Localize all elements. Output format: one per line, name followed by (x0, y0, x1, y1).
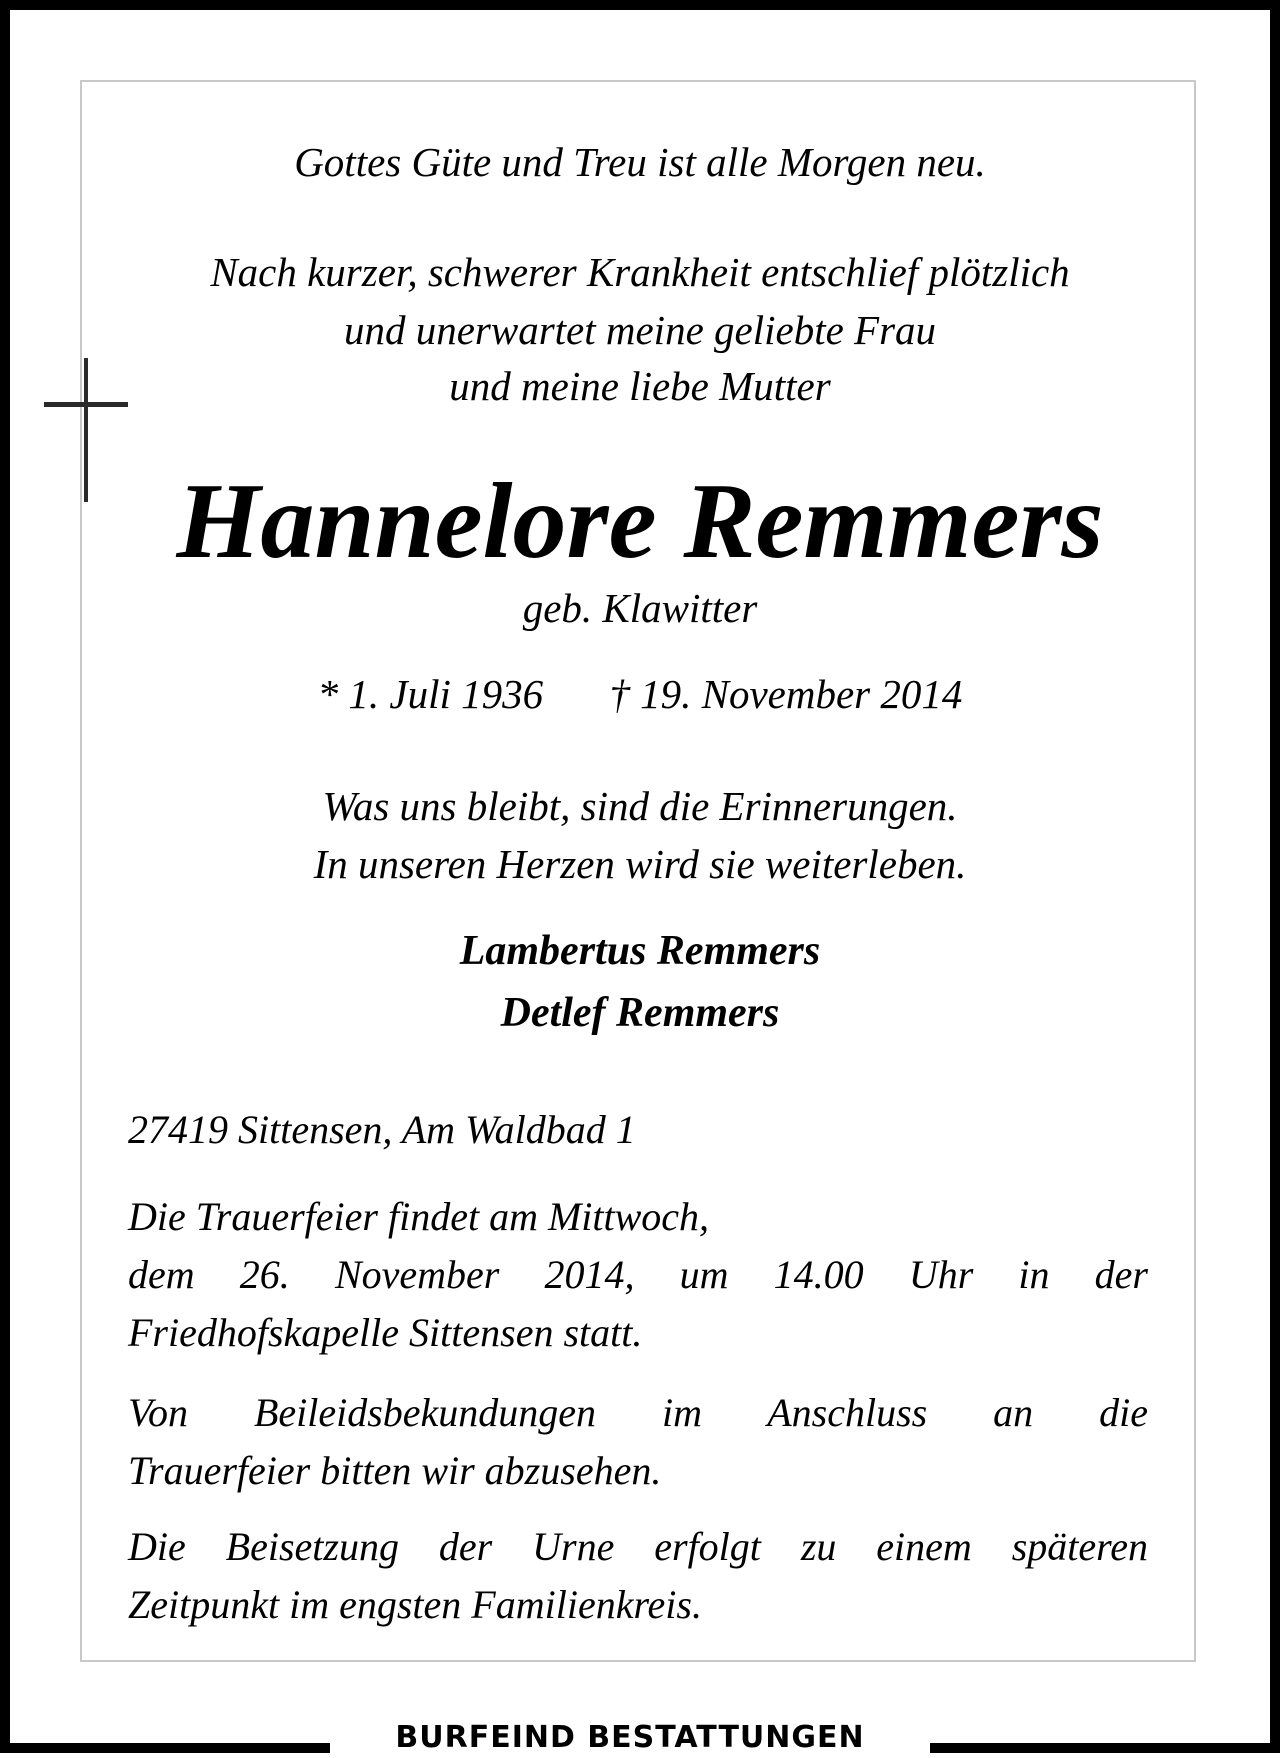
intro-line-3: und meine liebe Mutter (449, 363, 831, 409)
burial-line-1: Die Beisetzung der Urne erfolgt zu einem späteren (128, 1524, 1148, 1569)
deceased-name: Hannelore Remmers (176, 462, 1104, 581)
motto: Gottes Güte und Treu ist alle Morgen neu. (294, 139, 986, 185)
mourner-2: Detlef Remmers (500, 990, 780, 1036)
address: 27419 Sittensen, Am Waldbad 1 (128, 1107, 636, 1152)
cross-vertical-bar (84, 358, 88, 502)
funeral-home-brand: BURFEIND BESTATTUNGEN (395, 1720, 865, 1755)
intro-line-1: Nach kurzer, schwerer Krankheit entschlief plötzlich (210, 249, 1070, 295)
verse-line-1: Was uns bleibt, sind die Erinnerungen. (322, 783, 958, 829)
cross-horizontal-bar (44, 402, 128, 407)
burial-line-2: Zeitpunkt im engsten Familienkreis. (128, 1582, 702, 1627)
condolence-line-2: Trauerfeier bitten wir abzusehen. (128, 1448, 662, 1493)
ceremony-line-1: Die Trauerfeier findet am Mittwoch, (128, 1194, 710, 1239)
maiden-name: geb. Klawitter (522, 585, 758, 631)
condolence-paragraph (128, 1384, 1148, 1500)
outer-frame-top (0, 0, 1280, 10)
burial-paragraph (128, 1518, 1148, 1634)
cross-icon (44, 358, 128, 502)
outer-frame-right (1270, 0, 1280, 1753)
life-dates (120, 670, 1160, 718)
death-date: † 19. November 2014 (609, 671, 963, 717)
verse-line-2: In unseren Herzen wird sie weiterleben. (313, 841, 967, 887)
birth-date: * 1. Juli 1936 (317, 671, 544, 717)
outer-frame-bottom-left (0, 1743, 330, 1753)
condolence-line-1: Von Beileidsbekundungen im Anschluss an die (128, 1390, 1148, 1435)
ceremony-line-2: dem 26. November 2014, um 14.00 Uhr in der (128, 1252, 1148, 1297)
outer-frame-left (0, 0, 10, 1753)
outer-frame-bottom-right (930, 1743, 1280, 1753)
ceremony-line-3: Friedhofskapelle Sittensen statt. (128, 1310, 643, 1355)
intro-line-2: und unerwartet meine geliebte Frau (343, 307, 937, 353)
ceremony-paragraph (128, 1188, 1148, 1362)
mourner-1: Lambertus Remmers (459, 928, 821, 974)
